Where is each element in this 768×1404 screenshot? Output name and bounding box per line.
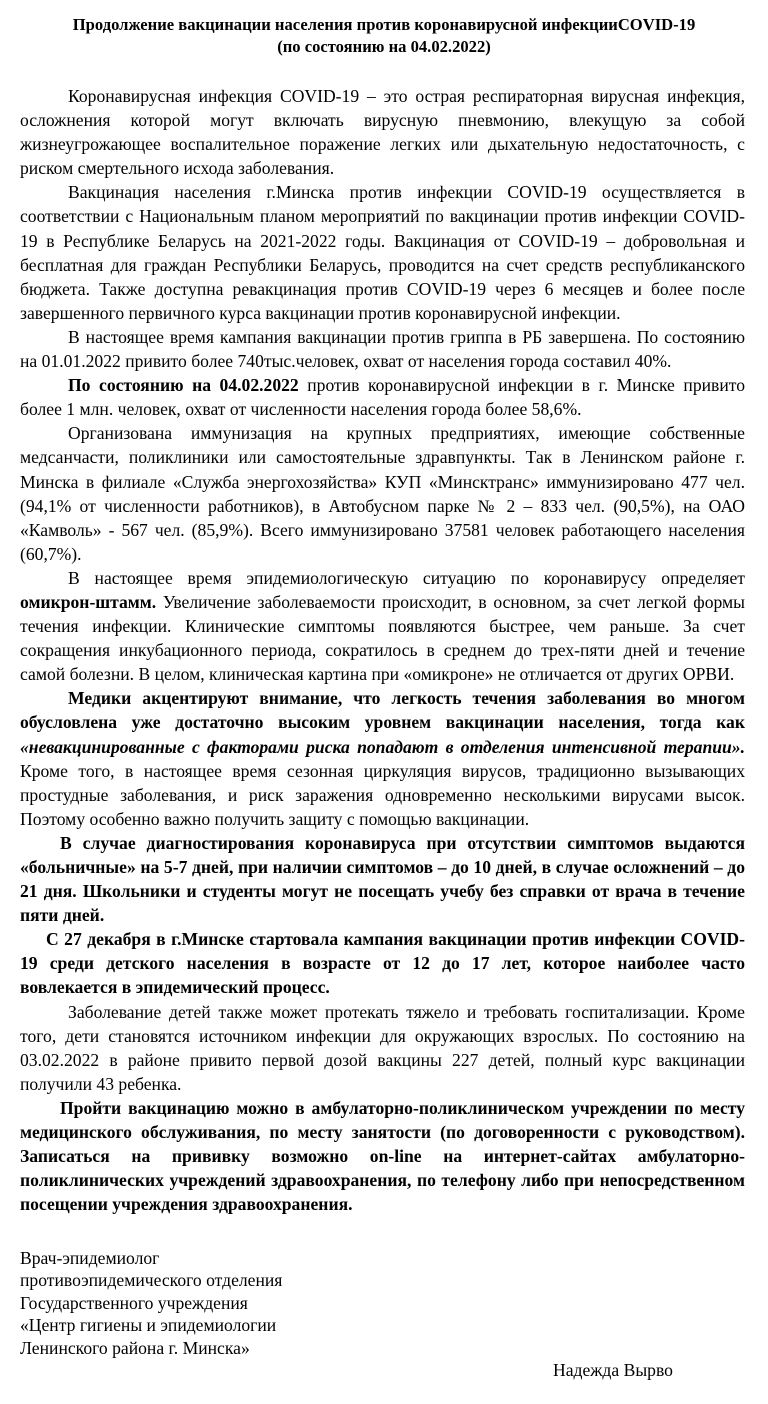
paragraph-enterprise-immunization: Организована иммунизация на крупных предприятиях, имеющие собственные медсанчасти, поликлиники или самостоятельные здравпункты. Так в Ленинском районе г. Минска в филиале «Служба энергохозяйства» КУП «Минсктранс» иммунизировано 477 чел. (94,1% от численности работников), в Автобусном парке № 2 – 833 чел. (90,5%), на ОАО «Камволь» - 567 чел. (85,9%). Всего иммунизировано 37581 человек работающего населения (60,7%).: [20, 423, 745, 564]
paragraph-flu-campaign: В настоящее время кампания вакцинации против гриппа в РБ завершена. По состоянию на 01.01.2022 привито более 740тыс.человек, охват от населения города составил 40%.: [20, 326, 745, 372]
medics-bold: Медики акцентируют внимание, что легкость течения заболевания во многом обусловлена уже достаточно высоким уровнем вакцинации населения, тогда как: [20, 688, 745, 733]
signature-line-center: «Центр гигиены и эпидемиологии: [20, 1315, 277, 1336]
paragraph-children-stats: Заболевание детей также может протекать тяжело и требовать госпитализации. Кроме того, дети становятся источником инфекции для окружающих взрослых. По состоянию на 03.02.2022 в районе привито первой дозой вакцины 227 детей, полный курс вакцинации получили 43 ребенка.: [20, 1001, 745, 1094]
signature-line-institution: Государственного учреждения: [20, 1292, 248, 1313]
omicron-text-rest: Увеличение заболеваемости происходит, в основном, за счет легкой формы течения инфекции. Клинические симптомы появляются быстрее, чем раньше. За счет сокращения инкубационного периода, сократилось в среднем до трех-пяти дней и течение самой болезни. В целом, клиническая картина при «омикроне» не отличается от других ОРВИ.: [20, 591, 745, 685]
paragraph-how-to-vaccinate: Пройти вакцинацию можно в амбулаторно-поликлиническом учреждении по месту медицинского обслуживания, по месту занятости (по договоренности с руководством). Записаться на прививку возможно on-line на интернет-сайтах амбулаторно-поликлинических учреждений здравоохранения, по телефону либо при непосредственном посещении учреждения здравоохранения.: [20, 1097, 745, 1215]
signature-line-position: Врач-эпидемиолог: [20, 1248, 160, 1268]
paragraph-medics-emphasis: [20, 686, 745, 831]
paragraph-sick-leave: В случае диагностирования коронавируса при отсутствии симптомов выдаются «больничные» на 5-7 дней, при наличии симптомов – до 10 дней, в случае осложнений – до 21 дня. Школьники и студенты могут не посещать учебу без справки от врача в течение пяти дней.: [20, 832, 745, 926]
signature-line-district: Ленинского района г. Минска»: [20, 1337, 250, 1358]
omicron-strain-bold: омикрон-штамм.: [20, 591, 157, 612]
omicron-text-start: В настоящее время эпидемиологическую ситуацию по коронавирусу определяет: [68, 567, 745, 588]
title-line-1: Продолжение вакцинации населения против коронавирусной инфекцииCOVID-19: [72, 15, 696, 34]
status-text: против коронавирусной инфекции в г. Минске привито более 1 млн. человек, охват от численности населения города более 58,6%.: [20, 375, 746, 420]
paragraph-omicron: [20, 566, 745, 686]
document-title: [20, 14, 748, 58]
title-line-2: (по состоянию на 04.02.2022): [277, 37, 491, 56]
paragraph-vaccination-plan: Вакцинация населения г.Минска против инфекции COVID-19 осуществляется в соответствии с Национальным планом мероприятий по вакцинации против инфекции COVID-19 в Республике Беларусь на 2021-2022 годы. Вакцинация от COVID-19 – добровольная и бесплатная для граждан Республики Беларусь, проводится на счет средств республиканского бюджета. Также доступна ревакцинация против COVID-19 через 6 месяцев и более после завершенного первичного курса вакцинации против коронавирусной инфекции.: [20, 182, 745, 323]
status-date-bold: По состоянию на 04.02.2022: [68, 375, 299, 396]
document-body: [20, 84, 745, 1216]
medics-quote-bold-italic: «невакцинированные с факторами риска попадают в отделения интенсивной терапии».: [20, 736, 745, 757]
signature-block: [20, 1247, 282, 1359]
signature-line-department: противоэпидемического отделения: [20, 1270, 283, 1291]
medics-rest: Кроме того, в настоящее время сезонная циркуляция вирусов, традиционно вызывающих простудные заболевания, и риск заражения одновременно несколькими вирусами высок. Поэтому особенно важно получить защиту с помощью вакцинации.: [20, 760, 745, 829]
paragraph-children-campaign: С 27 декабря в г.Минске стартовала кампания вакцинации против инфекции COVID-19 среди детского населения в возрасте от 12 до 17 лет, которое наиболее часто вовлекается в эпидемический процесс.: [20, 929, 745, 998]
paragraph-covid-status: [20, 373, 745, 421]
signature-name: Надежда Вырво: [553, 1360, 673, 1380]
paragraph-covid-definition: Коронавирусная инфекция COVID-19 – это острая респираторная вирусная инфекция, осложнения которой могут включать вирусную пневмонию, влекущую за собой жизнеугрожающее воспалительное поражение легких или дыхательную недостаточность, с риском смертельного исхода заболевания.: [20, 86, 745, 179]
